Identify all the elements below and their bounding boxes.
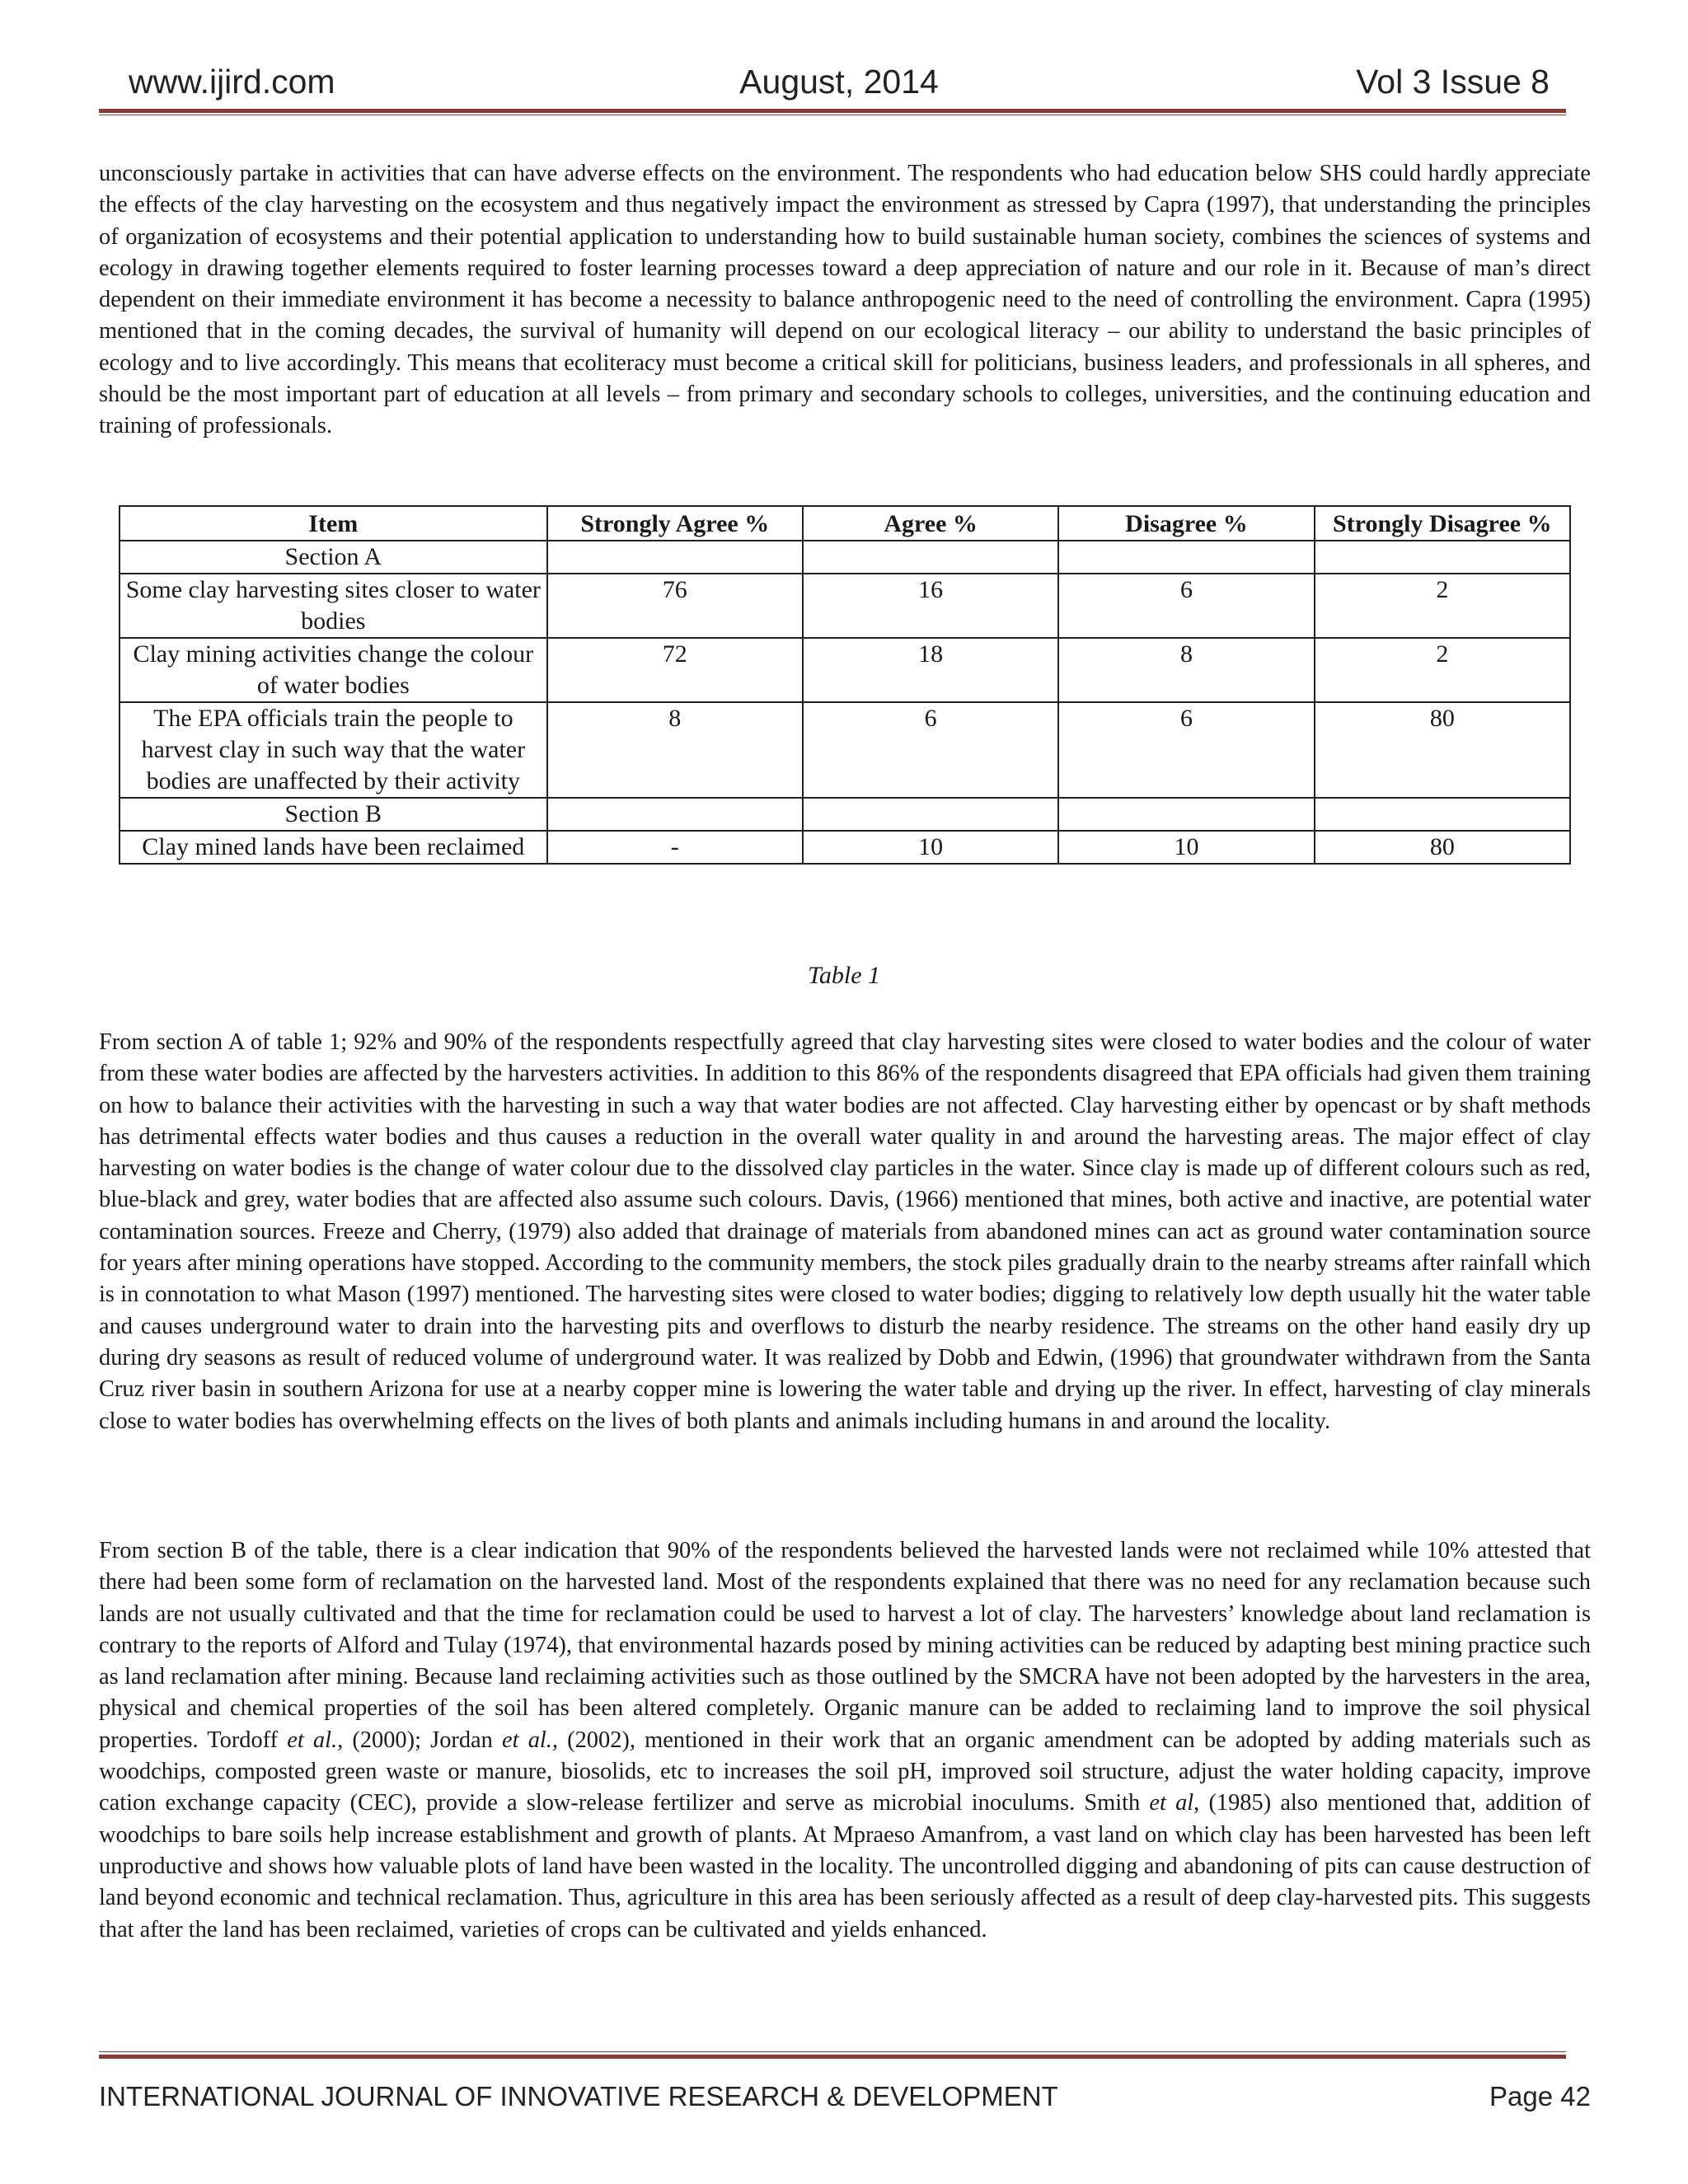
table-caption: Table 1 xyxy=(807,962,881,989)
col-header-disagree: Disagree % xyxy=(1058,506,1314,541)
table-row xyxy=(120,831,1570,864)
journal-website: www.ijird.com xyxy=(129,63,335,101)
cell-strongly-agree: 72 xyxy=(547,638,803,702)
cell-strongly-disagree: 2 xyxy=(1315,574,1570,638)
cell-disagree: 10 xyxy=(1058,831,1314,864)
row-item: Clay mined lands have been reclaimed xyxy=(120,831,547,864)
header-rule-thick xyxy=(99,109,1566,113)
cell-agree: 16 xyxy=(803,574,1058,638)
cell-strongly-disagree: 2 xyxy=(1315,638,1570,702)
paragraph-intro: unconsciously partake in activities that can have adverse effects on the environment. The respondents who had education below SHS could hardly appreciate the effects of the clay harvesting on the ecosystem and thus negatively impact the environment as stressed by Capra (1997), that understanding the principles of organization of ecosystems and their potential application to understanding how to build sustainable human society, combines the sciences of systems and ecology in drawing together elements required to foster learning processes toward a deep appreciation of nature and our role in it. Because of man’s direct dependent on their immediate environment it has become a necessity to balance anthropogenic need to the need of controlling the environment. Capra (1995) mentioned that in the coming decades, the survival of humanity will depend on our ecological literacy – our ability to understand the basic principles of ecology and to live accordingly. This means that ecoliteracy must become a critical skill for politicians, business leaders, and professionals in all spheres, and should be the most important part of education at all levels – from primary and secondary schools to colleges, universities, and the continuing education and training of professionals. xyxy=(99,161,1591,439)
page-number: Page 42 xyxy=(1489,2081,1591,2111)
page-header xyxy=(122,63,1556,104)
col-header-strongly-disagree: Strongly Disagree % xyxy=(1315,506,1570,541)
cell-disagree: 6 xyxy=(1058,702,1314,798)
col-header-agree: Agree % xyxy=(803,506,1058,541)
cell-disagree: 8 xyxy=(1058,638,1314,702)
cell-agree: 10 xyxy=(803,831,1058,864)
results-table xyxy=(119,505,1571,865)
footer-rule-thick xyxy=(99,2055,1566,2059)
cell-strongly-agree: 8 xyxy=(547,702,803,798)
section-a-label: Section A xyxy=(120,541,547,574)
row-item: Clay mining activities change the colour of water bodies xyxy=(120,638,547,702)
cell-strongly-agree: - xyxy=(547,831,803,864)
paragraph-section-b-discussion: From section B of the table, there is a clear indication that 90% of the respondents believed the harvested lands were not reclaimed while 10% attested that there had been some form of reclamation on the harvested land. Most of the respondents explained that there was no need for any reclamation because such lands are not usually cultivated and that the time for reclamation could be used to harvest a lot of clay. The harvesters’ knowledge about land reclamation is contrary to the reports of Alford and Tulay (1974), that environmental hazards posed by mining activities can be reduced by adapting best mining practice such as land reclamation after mining. Because land reclaiming activities such as those outlined by the SMCRA have not been adopted by the harvesters in the area, physical and chemical properties of the soil has been altered completely. Organic manure can be added to reclaiming land to improve the soil physical properties. Tordoff et al., (2000); Jordan et al., (2002), mentioned in their work that an organic amendment can be adopted by adding materials such as woodchips, composted green waste or manure, biosolids, etc to increases the soil pH, improved soil structure, adjust the water holding capacity, improve cation exchange capacity (CEC), provide a slow-release fertilizer and serve as microbial inoculums. Smith et al, (1985) also mentioned that, addition of woodchips to bare soils help increase establishment and growth of plants. At Mpraeso Amanfrom, a vast land on which clay has been harvested has been left unproductive and shows how valuable plots of land have been wasted in the locality. The uncontrolled digging and abandoning of pits can cause destruction of land beyond economic and technical reclamation. Thus, agriculture in this area has been seriously affected as a result of deep clay-harvested pits. This suggests that after the land has been reclaimed, varieties of crops can be cultivated and yields enhanced. xyxy=(99,1538,1591,1943)
cell-disagree: 6 xyxy=(1058,574,1314,638)
table-row xyxy=(120,574,1570,638)
cell-strongly-disagree: 80 xyxy=(1315,831,1570,864)
section-row xyxy=(120,798,1570,831)
footer-rule-thin xyxy=(99,2051,1566,2052)
cell-strongly-agree: 76 xyxy=(547,574,803,638)
table-row xyxy=(120,702,1570,798)
row-item: The EPA officials train the people to harvest clay in such way that the water bodies are unaffected by their activity xyxy=(120,702,547,798)
section-b-label: Section B xyxy=(120,798,547,831)
journal-name: INTERNATIONAL JOURNAL OF INNOVATIVE RESEARCH & DEVELOPMENT xyxy=(99,2081,1058,2111)
col-header-item: Item xyxy=(120,506,547,541)
section-row xyxy=(120,541,1570,574)
table-header-row xyxy=(120,506,1570,541)
table-row xyxy=(120,638,1570,702)
cell-agree: 18 xyxy=(803,638,1058,702)
issue-date: August, 2014 xyxy=(739,63,939,101)
volume-issue: Vol 3 Issue 8 xyxy=(1356,63,1550,101)
row-item: Some clay harvesting sites closer to water bodies xyxy=(120,574,547,638)
col-header-strongly-agree: Strongly Agree % xyxy=(547,506,803,541)
paragraph-section-a-discussion: From section A of table 1; 92% and 90% of the respondents respectfully agreed that clay harvesting sites were closed to water bodies and the colour of water from these water bodies are affected by the harvesters activities. In addition to this 86% of the respondents disagreed that EPA officials had given them training on how to balance their activities with the harvesting in such a way that water bodies are not affected. Clay harvesting either by opencast or by shaft methods has detrimental effects water bodies and thus causes a reduction in the overall water quality in and around the harvesting areas. The major effect of clay harvesting on water bodies is the change of water colour due to the dissolved clay particles in the water. Since clay is made up of different colours such as red, blue-black and grey, water bodies that are affected also assume such colours. Davis, (1966) mentioned that mines, both active and inactive, are potential water contamination sources. Freeze and Cherry, (1979) also added that drainage of materials from abandoned mines can act as ground water contamination source for years after mining operations have stopped. According to the community members, the stock piles gradually drain to the nearby streams after rainfall which is in connotation to what Mason (1997) mentioned. The harvesting sites were closed to water bodies; digging to relatively low depth usually hit the water table and causes underground water to drain into the harvesting pits and overflows to disturb the nearby residence. The streams on the other hand easily dry up during dry seasons as result of reduced volume of underground water. It was realized by Dobb and Edwin, (1996) that groundwater withdrawn from the Santa Cruz river basin in southern Arizona for use at a nearby copper mine is lowering the water table and drying up the river. In effect, harvesting of clay minerals close to water bodies has overwhelming effects on the lives of both plants and animals including humans in and around the locality. xyxy=(99,1029,1591,1434)
cell-agree: 6 xyxy=(803,702,1058,798)
cell-strongly-disagree: 80 xyxy=(1315,702,1570,798)
